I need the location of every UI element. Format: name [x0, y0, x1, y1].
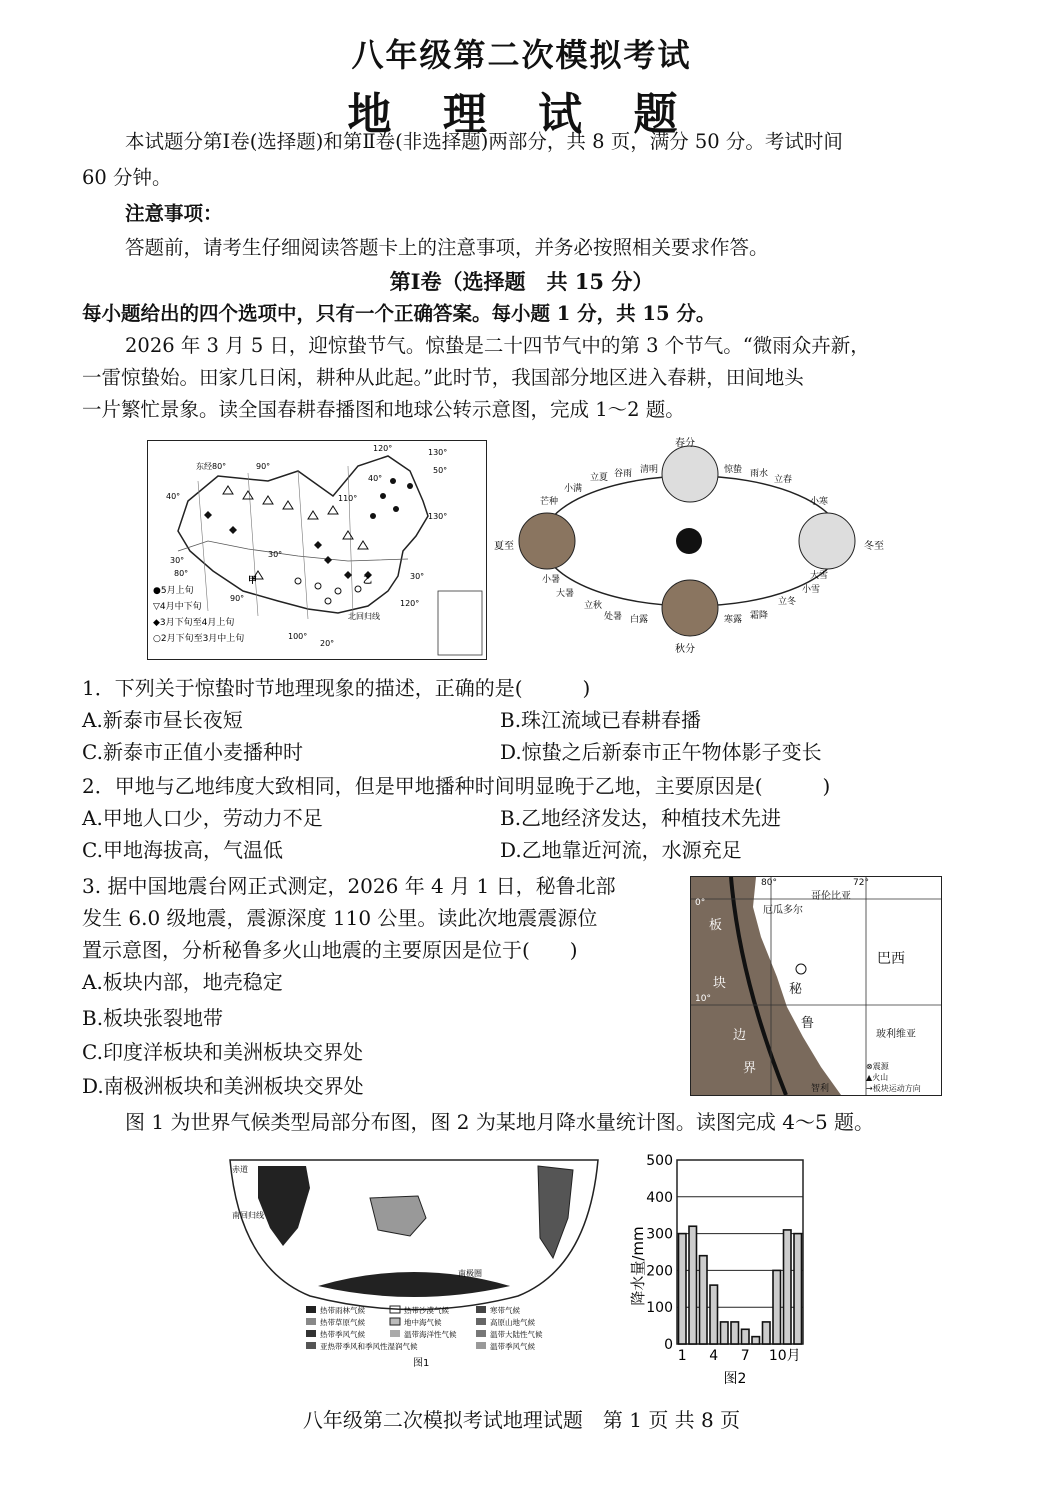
label-colombia: 哥伦比亚: [811, 891, 851, 902]
bar-month-10: [773, 1270, 781, 1344]
term-bailu: 白露: [630, 615, 649, 625]
label-plate-4: 界: [743, 1061, 757, 1076]
y-tick-label: 0: [664, 1337, 673, 1353]
south-china-sea-inset: [438, 591, 482, 655]
earth-orbit-diagram: [492, 436, 902, 658]
q3-option-b[interactable]: B.板块张裂地带: [82, 1006, 224, 1030]
label-chile: 智利: [811, 1084, 830, 1094]
label-lon80b: 80°: [174, 569, 189, 578]
legend-7: 温带海洋性气候: [404, 1330, 457, 1339]
passage1-line3: 一片繁忙景象。读全国春耕春播图和地球公转示意图，完成 1～2 题。: [82, 398, 685, 421]
notice-heading: 注意事项：: [125, 202, 223, 225]
label-lon80: 东经80°: [196, 462, 227, 471]
legend-feb: ○2月下旬至3月中上旬: [153, 634, 245, 644]
legend-0: 热带雨林气候: [320, 1306, 365, 1315]
subject-title: 地 理 试 题: [347, 89, 696, 140]
earth-chunfen: [662, 446, 718, 502]
term-dashu: 大暑: [556, 589, 575, 599]
precipitation-chart: [615, 1148, 815, 1388]
label-lon100: 100°: [288, 632, 308, 641]
q1-option-b[interactable]: B.珠江流域已春耕春播: [500, 708, 702, 732]
label-ecuador: 厄瓜多尔: [763, 905, 803, 916]
legend-april: ▽4月中下旬: [153, 602, 202, 612]
label-lon130: 130°: [428, 448, 448, 457]
term-lixia: 立夏: [590, 473, 609, 483]
bar-month-7: [742, 1329, 750, 1344]
bar-month-3: [700, 1256, 708, 1344]
legend-plate-motion: →板块运动方向: [866, 1084, 921, 1093]
q2-option-d[interactable]: D.乙地靠近河流，水源充足: [500, 838, 742, 862]
label-chunfen: 春分: [675, 438, 695, 449]
fig1-caption: 图1: [413, 1358, 430, 1369]
legend-volcano: ▲火山: [866, 1073, 889, 1082]
bar-month-9: [763, 1322, 771, 1344]
earth-xiazhi: [519, 513, 575, 569]
orbit-svg: [492, 436, 902, 658]
label-lat30: 30°: [170, 556, 185, 565]
label-brazil: 巴西: [877, 951, 905, 967]
climate-legend: [306, 1305, 543, 1351]
label-antarctic-circle: 南极圈: [458, 1269, 482, 1278]
label-lon72: 72°: [853, 878, 869, 888]
label-plate-2: 块: [713, 976, 727, 991]
label-yi: 乙: [363, 576, 373, 586]
label-bolivia: 玻利维亚: [876, 1029, 916, 1040]
q2-option-b[interactable]: B.乙地经济发达，种植技术先进: [500, 806, 782, 830]
legend-march: ◆3月下旬至4月上旬: [153, 618, 235, 628]
term-xiaoshu: 小暑: [542, 575, 561, 585]
label-lat40: 40°: [166, 492, 181, 501]
section1-instruction: 每小题给出的四个选项中，只有一个正确答案。每小题 1 分，共 15 分。: [82, 302, 716, 325]
label-lon120b: 120°: [400, 599, 420, 608]
label-lat130b: 130°: [428, 512, 448, 521]
legend-may: ●5月上旬: [153, 586, 194, 596]
label-lat0: 0°: [695, 898, 706, 908]
y-axis-label: 降水量/mm: [629, 1226, 647, 1306]
longitude-lines: [198, 466, 353, 619]
legend-3: 热带草原气候: [320, 1318, 365, 1327]
legend-8: 温带大陆性气候: [490, 1330, 543, 1339]
q2-option-c[interactable]: C.甲地海拔高，气温低: [82, 838, 283, 862]
section1-heading: 第Ⅰ卷（选择题 共 15 分）: [389, 269, 654, 294]
bar-month-4: [710, 1285, 718, 1344]
term-hanlu: 寒露: [724, 615, 743, 625]
q3-stem-1: 3. 据中国地震台网正式测定，2026 年 4 月 1 日，秘鲁北部: [82, 874, 616, 898]
may-dots: [370, 478, 413, 519]
earth-qiufen: [662, 580, 718, 636]
legend-6: 热带季风气候: [320, 1330, 365, 1339]
q3-stem-2: 发生 6.0 级地震，震源深度 110 公里。读此次地震震源位: [82, 906, 598, 930]
earth-dongzhi: [799, 513, 855, 569]
q3-option-a[interactable]: A.板块内部，地壳稳定: [82, 970, 283, 994]
sun-icon: [676, 528, 702, 554]
y-tick-label: 400: [646, 1189, 673, 1206]
label-lon90b: 90°: [230, 594, 245, 603]
term-liqiu: 立秋: [584, 601, 603, 611]
term-chushu: 处暑: [604, 612, 623, 622]
precipitation-chart-svg: [615, 1148, 815, 1388]
peru-earthquake-map: [690, 876, 942, 1096]
q1-option-d[interactable]: D.惊蛰之后新泰市正午物体影子变长: [500, 740, 822, 764]
q2-stem: 2．甲地与乙地纬度大致相同，但是甲地播种时间明显晚于乙地，主要原因是( ): [82, 774, 831, 798]
label-lon110: 110°: [338, 494, 358, 503]
q3-stem-3: 置示意图，分析秘鲁多火山地震的主要原因是位于( ): [82, 938, 578, 962]
bar-month-5: [721, 1322, 729, 1344]
label-lon80: 80°: [761, 878, 777, 888]
legend-epicenter: ⊗震源: [866, 1062, 889, 1071]
feb-circles: [295, 578, 361, 604]
term-xiaoman: 小满: [564, 484, 583, 494]
q1-stem: 1．下列关于惊蛰时节地理现象的描述，正确的是( ): [82, 676, 591, 700]
china-map-svg: [148, 441, 486, 659]
intro-line-2: 60 分钟。: [82, 166, 172, 189]
x-tick-label: 1: [677, 1348, 687, 1364]
legend-2: 寒带气候: [490, 1306, 520, 1315]
label-lon120: 120°: [373, 444, 393, 453]
x-tick-label: 7: [740, 1348, 750, 1364]
china-spring-planting-map: [147, 440, 487, 660]
legend-1: 热带沙漠气候: [404, 1306, 449, 1315]
term-lidong: 立冬: [778, 597, 797, 607]
passage2: 图 1 为世界气候类型局部分布图，图 2 为某地月降水量统计图。读图完成 4～5 题。: [125, 1110, 875, 1134]
bar-month-2: [689, 1226, 697, 1344]
label-plate-1: 板: [709, 918, 723, 933]
y-tick-label: 200: [646, 1263, 673, 1280]
intro-line-1: 本试题分第Ⅰ卷(选择题)和第Ⅱ卷(非选择题)两部分，共 8 页，满分 50 分。考试时间: [125, 130, 843, 153]
label-tropic-capricorn: 南回归线: [232, 1211, 264, 1220]
legend-4: 地中海气候: [404, 1318, 442, 1327]
label-tropic: 北回归线: [348, 612, 380, 621]
passage1-line2: 一雷惊蛰始。田家几日闲，耕种从此起。”此时节，我国部分地区进入春耕，田间地头: [82, 366, 804, 389]
term-lichun: 立春: [774, 475, 793, 485]
term-guyu: 谷雨: [614, 469, 633, 479]
legend-5: 高原山地气候: [490, 1318, 535, 1327]
world-climate-map: [228, 1158, 600, 1376]
label-peru-1: 秘: [789, 982, 803, 997]
page-footer: 八年级第二次模拟考试地理试题 第 1 页 共 8 页: [302, 1408, 741, 1432]
q2-option-a[interactable]: A.甲地人口少，劳动力不足: [82, 806, 323, 830]
label-plate-3: 边: [733, 1028, 747, 1043]
label-lat30c: 30°: [268, 550, 283, 559]
notice-text: 答题前，请考生仔细阅读答题卡上的注意事项，并务必按照相关要求作答。: [125, 236, 769, 259]
term-daxue: 大雪: [810, 571, 829, 581]
label-xiazhi: 夏至: [494, 541, 514, 552]
bar-month-12: [794, 1234, 802, 1344]
world-map-svg: [228, 1158, 600, 1376]
term-shuangjiang: 霜降: [750, 611, 769, 621]
label-peru-2: 鲁: [801, 1016, 815, 1031]
q3-option-c[interactable]: C.印度洋板块和美洲板块交界处: [82, 1040, 363, 1064]
label-lat30b: 30°: [410, 572, 425, 581]
term-jingzhe: 惊蛰: [724, 465, 743, 475]
bar-month-11: [784, 1230, 792, 1344]
label-lat20: 20°: [320, 639, 335, 648]
term-yushui: 雨水: [750, 469, 769, 479]
term-qingming: 清明: [640, 465, 659, 475]
label-lat50: 50°: [433, 466, 448, 475]
q1-option-a[interactable]: A.新泰市昼长夜短: [82, 708, 243, 732]
legend-9: 亚热带季风和季风性湿润气候: [320, 1342, 418, 1351]
x-tick-label: 4: [709, 1348, 719, 1364]
q3-option-d[interactable]: D.南极洲板块和美洲板块交界处: [82, 1074, 364, 1098]
peru-map-svg: [691, 877, 941, 1095]
legend-10: 温带季风气候: [490, 1342, 535, 1351]
label-qiufen: 秋分: [675, 644, 695, 655]
bar-month-6: [731, 1322, 739, 1344]
latitude-line: [178, 541, 408, 561]
label-lat40b: 40°: [368, 474, 383, 483]
bar-month-8: [752, 1337, 760, 1344]
bar-month-1: [679, 1234, 687, 1344]
term-xiaoxue: 小雪: [802, 585, 821, 595]
term-xiaohan: 小寒: [810, 497, 829, 507]
label-lat10: 10°: [695, 994, 711, 1004]
y-tick-label: 500: [646, 1153, 673, 1169]
label-jia: 甲: [248, 576, 258, 586]
fig2-caption: 图2: [723, 1371, 747, 1387]
label-lon90: 90°: [256, 462, 271, 471]
x-tick-label: 10月: [768, 1348, 801, 1364]
y-tick-label: 100: [646, 1300, 673, 1317]
term-mangzhong: 芒种: [540, 497, 559, 507]
label-dongzhi: 冬至: [864, 541, 884, 552]
label-equator: 赤道: [232, 1165, 248, 1174]
exam-title: 八年级第二次模拟考试: [351, 36, 692, 74]
passage1-line1: 2026 年 3 月 5 日，迎惊蛰节气。惊蛰是二十四节气中的第 3 个节气。“微雨众卉新，: [125, 334, 870, 357]
q1-option-c[interactable]: C.新泰市正值小麦播种时: [82, 740, 303, 764]
y-tick-label: 300: [646, 1226, 673, 1243]
